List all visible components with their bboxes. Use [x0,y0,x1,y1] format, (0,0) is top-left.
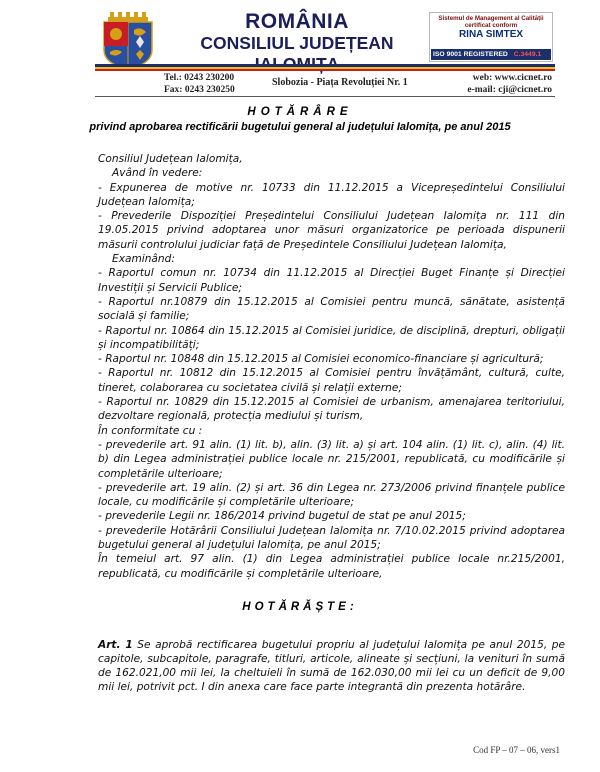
paragraph: - prevederile art. 91 alin. (1) lit. b), alin. (3) lit. a) și art. 104 alin. (1) lit. c), alin. (4) lit. b) din Legea administrației publice locale nr. 215/2001, republicată, cu modificările și completările ulterioare; [98,438,565,480]
phone-number: Tel.: 0243 230200 [164,73,235,83]
website-link[interactable]: web: www.cicnet.ro [472,73,552,83]
header-divider [95,96,555,97]
cert-line1: Sistemul de Management al Calității [438,15,544,22]
document-subtitle: privind aprobarea rectificării bugetului general al județului Ialomița, pe anul 2015 [89,121,511,133]
paragraph: - Raportul nr. 10829 din 15.12.2015 al Comisiei de urbanism, amenajarea teritoriului, dezvoltare regională, protecția mediului și turism, [98,396,565,423]
paragraph: - prevederile art. 19 alin. (2) și art. 36 din Legea nr. 273/2006 privind finanțele publice locale, cu modificările și completările ulterioare; [98,481,565,509]
document-title: HOTĂRÂRE [247,106,353,118]
form-code: Cod FP – 07 – 06, vers1 [473,745,560,755]
paragraph: - Raportul nr. 10864 din 15.12.2015 al Comisiei juridice, de disciplină, drepturi, obligații și incompatibilități; [98,324,565,351]
paragraph: - Expunerea de motive nr. 10733 din 11.12.2015 a Vicepreședintelui Consiliului Județean Ialomița; [98,181,565,208]
cert-line2: certificat conform [464,22,518,29]
cert-code: C.3449.1 [513,51,542,58]
paragraph: - Raportul nr.10879 din 15.12.2015 al Comisiei pentru muncă, sănătate, asistență socială și familie; [98,295,565,323]
paragraph: - Raportul nr. 10812 din 15.12.2015 al Comisiei pentru învățământ, cultură, culte, tineret, colaborarea cu societatea civilă și relații externe; [98,367,565,394]
article-1 [98,638,565,695]
article-text: Se aprobă rectificarea bugetului propriu al județului Ialomița pe anul 2015, pe capitole, subcapitole, paragrafe, titluri, articole, alineate și secțiuni, la venituri în sumă de 162.021,00 mii lei, la cheltuieli în sumă de 162.030,00 mii lei cu un deficit de 9,00 mii lei, potrivit pct. I din anexa care face parte integrantă din prezenta hotărâre. [98,638,565,694]
online-contact-block [448,72,552,96]
paragraph: - Prevederile Dispoziției Președintelui Consiliului Județean Ialomița nr. 111 din 19.05.2015 privind adoptarea unor măsuri organizatorice pe perioada dispunerii măsurii controlului judiciar față de Președintele Consiliului Județean Ialomița, [98,210,565,251]
email-link[interactable]: e-mail: cji@cicnet.ro [467,85,552,95]
document-body [98,152,565,581]
paragraph: - Raportul nr. 10848 din 15.12.2015 al Comisiei economico-financiare și agricultură; [98,353,544,366]
quality-certificate-badge [429,12,553,62]
paragraph: Având în vedere: [112,167,203,180]
institution-title: CONSILIUL JUDEȚEAN [200,33,394,53]
address: Slobozia - Piața Revoluției Nr. 1 [272,77,408,88]
paragraph: - prevederile Legii nr. 186/2014 privind bugetul de stat pe anul 2015; [98,510,466,523]
cert-iso-text: ISO 9001 REGISTERED [433,51,508,58]
paragraph: În temeiul art. 97 alin. (1) din Legea administrației publice locale nr.215/2001, republicată, cu modificările și completările ulterioare, [98,553,565,580]
cert-iso-bar [431,49,551,60]
decision-heading: HOTĂRĂȘTE: [242,601,358,613]
paragraph: Consiliul Județean Ialomița, [98,153,243,165]
fax-number: Fax: 0243 230250 [164,85,235,95]
header-stripe-red [95,69,555,71]
cert-brand: RINA SIMTEX [458,29,524,40]
paragraph: În conformitate cu : [98,424,203,437]
county-coat-of-arms-icon [96,12,160,70]
paragraph: - prevederile Hotărârii Consiliului Județean Ialomița nr. 7/10.02.2015 privind adoptarea bugetului general al județului Ialomița, pe anul 2015; [98,524,565,552]
article-label: Art. 1 [98,638,133,651]
country-title: ROMÂNIA [245,10,349,33]
phone-block [164,72,235,96]
paragraph: Examinând: [112,253,175,266]
paragraph: - Raportul comun nr. 10734 din 11.12.2015 al Direcției Buget Finanțe și Direcției Investiții și Servicii Publice; [98,267,565,294]
letterhead [0,0,600,100]
